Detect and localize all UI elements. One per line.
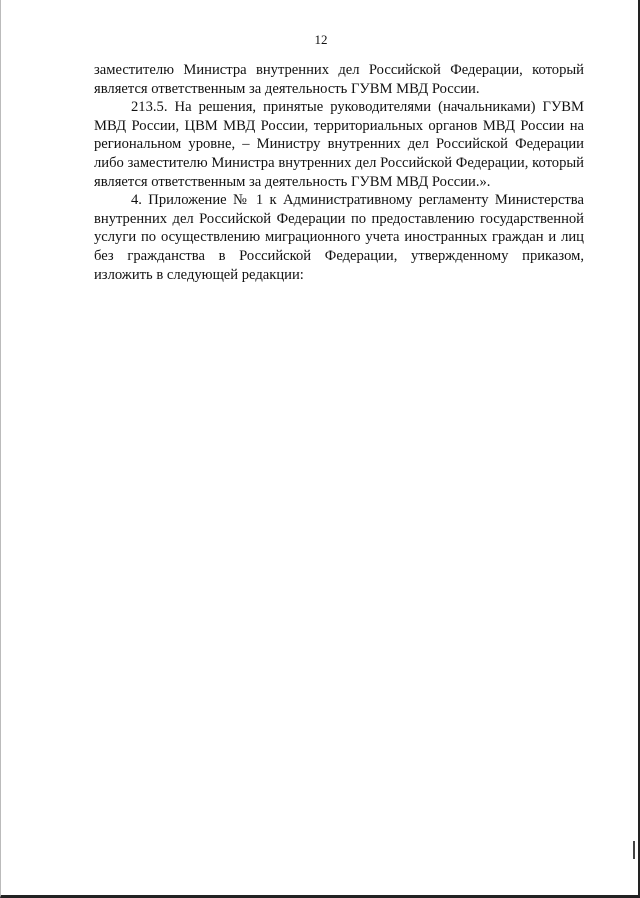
scan-edge-mark <box>633 841 635 859</box>
paragraph-213-5: 213.5. На решения, принятые руководителями (начальниками) ГУВМ МВД России, ЦВМ МВД России, территориальных органов МВД России на региональном уровне, – Министру внутренних дел Российской Федерации либо заместителю Министра внутренних дел Российской Федерации, который является ответственным за деятельность ГУВМ МВД России.». <box>94 99 584 190</box>
body-text <box>94 61 584 284</box>
paragraph-item-4: 4. Приложение № 1 к Административному регламенту Министерства внутренних дел Российской Федерации по предоставлению государственной услуги по осуществлению миграционного учета иностранных граждан и лиц без гражданства в Российской Федерации, утвержденному приказом, изложить в следующей редакции: <box>94 192 584 283</box>
paragraph-continuation: заместителю Министра внутренних дел Российской Федерации, который является ответственным за деятельность ГУВМ МВД России. <box>94 62 584 97</box>
page-number: 12 <box>314 32 328 47</box>
